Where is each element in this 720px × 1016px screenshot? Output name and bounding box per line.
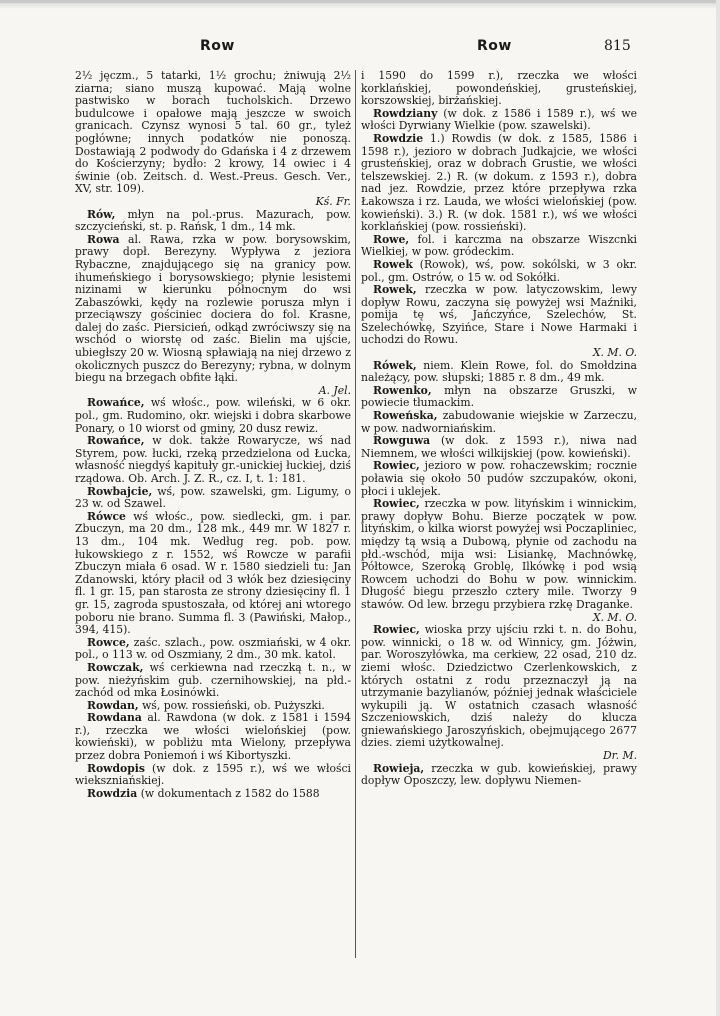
dictionary-entry (361, 435, 637, 460)
left-column (75, 70, 351, 800)
entry-headword: Rowdzia (87, 786, 138, 800)
entry-text: jezioro w pow. rohaczewskim; rocznie poławia się około 50 pudów szczupaków, okoni, płoci i uklejek. (361, 459, 637, 498)
entry-text: (w dok. z 1586 i 1589 r.), wś we włości Dyrwiany Wielkie (pow. szawelski). (361, 106, 638, 133)
entry-headword: Rowdopis (87, 761, 145, 775)
entry-headword: Rowek (373, 257, 413, 271)
dictionary-entry (75, 435, 351, 485)
entry-headword: Roweńska, (373, 409, 438, 423)
entry-headword: Rówce (87, 509, 126, 523)
scan-right-edge (716, 0, 720, 1016)
dictionary-entry (75, 662, 351, 700)
entry-text: młyn na pol.-prus. Mazurach, pow. szczycieński, st. p. Rańsk, 1 dm., 14 mk. (75, 207, 351, 234)
running-head-left: Row (200, 38, 235, 54)
entry-text: niem. Klein Rowe, fol. do Smołdzina należący, pow. słupski; 1885 r. 8 dm., 49 mk. (361, 358, 637, 385)
scan-shadow (0, 3, 720, 9)
dictionary-entry (75, 70, 351, 209)
entry-headword: Rowdan, (87, 698, 139, 712)
entry-headword: Rowczak, (87, 660, 144, 674)
entry-text: al. Rawdona (w dok. z 1581 i 1594 r.), rzeczka we włości wielońskiej (pow. kowieński), w pobliżu mta Wielony, przepływa przez dobra Poniemoń i wś Kibortyszki. (75, 711, 351, 763)
entry-headword: Rowa (87, 232, 120, 246)
dictionary-entry (361, 108, 637, 133)
entry-headword: Rowiec, (373, 497, 420, 511)
entry-headword: Rowe, (373, 232, 410, 246)
entry-author-signature: Kś. Fr. (315, 194, 351, 208)
dictionary-entry (361, 385, 637, 410)
entry-text: zaśc. szlach., pow. oszmiański, w 4 okr. pol., o 113 w. od Oszmiany, 2 dm., 30 mk. katol. (75, 635, 351, 662)
entry-headword: Rowguwa (373, 434, 431, 448)
entry-headword: Rów, (87, 207, 116, 221)
dictionary-entry (75, 511, 351, 637)
dictionary-entry (361, 410, 637, 435)
entry-headword: Rowieja, (373, 761, 425, 775)
entry-headword: Rowiec, (373, 459, 420, 473)
entry-author-signature: A. Jel. (318, 383, 351, 397)
entry-text: (w dok. z 1593 r.), niwa nad Niemnem, we włości wilkijskiej (pow. kowieński). (361, 434, 637, 460)
entry-text: rzeczka w pow. lityńskim i winnickim, prawy dopływ Bohu. Bierze początek w pow. lityńskim, o kilka wiorst powyżej wsi Poczapliniec, między tą wsią a Dubową, płynie od zachodu na płd.-wschód, mija wsi: Lisiankę, Machnówkę, Półtowce, Szeroką Groblę, Ilkówkę i pod wsią Rowcem uchodzi do Bohu w pow. winnickim. Długość biegu przeszło cztery mile. Tworzy 9 stawów. Od lew. brzegu przybiera rzkę Draganke. (361, 497, 637, 611)
entry-text: wś, pow. szawelski, gm. Ligumy, o 23 w. od Szawel. (75, 484, 351, 511)
dictionary-entry (361, 284, 637, 360)
entry-text: zabudowanie wiejskie w Zarzeczu, w pow. nadworniańskim. (361, 409, 638, 435)
entry-headword: Rowenko, (373, 383, 432, 397)
column-divider (355, 70, 356, 958)
entry-headword: Rowdzie (373, 131, 424, 145)
right-column (361, 70, 637, 788)
dictionary-entry (361, 133, 637, 234)
entry-headword: Rowańce, (87, 434, 145, 448)
entry-text: rzeczka w gub. kowieńskiej, prawy dopływ Oposzczy, lew. dopływu Niemen- (361, 761, 637, 788)
entry-text: (Rowok), wś, pow. sokólski, w 3 okr. pol., gm. Ostrów, o 15 w. od Sokółki. (361, 257, 637, 284)
entry-author-signature: X. M. O. (592, 346, 637, 360)
entry-text: i 1590 do 1599 r.), rzeczka we włości korklańskiej, powondeńskiej, grusteńskiej, korszowskiej, birżańskiej. (361, 69, 637, 108)
dictionary-entry (75, 763, 351, 788)
entry-text: wioska przy ujściu rzki t. n. do Bohu, pow. winnicki, o 18 w. od Winnicy, gm. Jóżwin, par. Woroszyłówka, ma cerkiew, 22 osad, 210 dz. ziemi włośc. Dziedzictwo Czerlenkowskich, z których ostatni z rodu przeznaczył ją na utrzymanie bazylianów, później jednak właściciele wykupili ją. W ostatnich czasach własność Szczeniowskich, dziś należy do klucza gniewańskiego Jaroszyńskich, obejmującego 2677 dzies. ziemi użytkowalnej. (361, 623, 637, 750)
entry-headword: Rówek, (373, 358, 417, 372)
dictionary-entry (75, 637, 351, 662)
entry-text: w dok. także Rowarycze, wś nad Styrem, pow. łucki, rzeką przedzielona od Łucka, własność niegdyś kapituły gr.-unickiej łuckiej, dziś rządowa. Ob. Arch. J. Z. R., cz. I, t. 1: 181. (75, 434, 351, 485)
entry-text: rzeczka w pow. latyczowskim, lewy dopływ Rowu, zaczyna się powyżej wsi Maźniki, pomija tę wś, Jańczyńce, Szelechów, St. Szelechówkę, Szyińce, Stare i Nowe Harmaki i uchodzi do Rowu. (361, 283, 637, 347)
page-header (0, 38, 720, 60)
dictionary-entry (361, 259, 637, 284)
dictionary-entry (75, 234, 351, 398)
dictionary-entry (361, 763, 637, 788)
dictionary-entry (361, 624, 637, 763)
dictionary-entry (361, 234, 637, 259)
entry-headword: Rowdana (87, 711, 142, 725)
entry-headword: Rowbajcie, (87, 484, 153, 498)
entry-text: wś, pow. rossieński, ob. Pużyszki. (142, 698, 325, 712)
dictionary-entry (75, 397, 351, 435)
entry-text: młyn na obszarze Gruszki, w powiecie tłumackim. (361, 383, 637, 410)
entry-headword: Rowdziany (373, 106, 438, 120)
dictionary-entry (75, 209, 351, 234)
entry-text: (w dok. z 1595 r.), wś we włości wiekszniańskiej. (75, 761, 352, 788)
dictionary-entry (75, 788, 351, 801)
entry-text: 2½ jęczm., 5 tatarki, 1½ grochu; żniwują 2½ ziarna; siano muszą kupować. Mają wolne pastwisko w borach tucholskich. Drzewo budulcowe i opałowe mają jeszcze w swoich granicach. Czynsz wynosi 5 tal. 60 gr., tyleż pogłówne; innych podatków nie ponoszą. Dostawiają 2 podwody do Gdańska i 4 z drzewem do Kościerzyny; bydło: 2 krowy, 14 owiec i 4 świnie (ob. Zeitsch. d. West.-Preus. Gesch. Ver., XV, str. 109). (75, 69, 351, 196)
entry-text: fol. i karczma na obszarze Wiszcnki Wielkiej, w pow. gródeckim. (361, 232, 637, 259)
dictionary-entry (75, 712, 351, 762)
dictionary-entry (361, 498, 637, 624)
entry-text: wś cerkiewna nad rzeczką t. n., w pow. nieżyńskim gub. czernihowskiej, na płd.-zachód od mka Łosinówki. (75, 660, 351, 700)
dictionary-entry (361, 460, 637, 498)
dictionary-entry (75, 486, 351, 511)
entry-text: (w dokumentach z 1582 do 1588 (140, 786, 320, 800)
entry-headword: Rowce, (87, 635, 130, 649)
entry-headword: Rowiec, (373, 623, 420, 637)
entry-text: al. Rawa, rzka w pow. borysowskim, prawy dopł. Berezyny. Wypływa z jeziora Rybaczne, znajdującego się na granicy pow. ihumeńskiego i borysowskiego; płynie lesistemi nizinami w kierunku północnym do wsi Zabaszówki, kędy na rozlewie porusza młyn i przeciąwszy gościniec dociera do fol. Krasne, dalej do zaśc. Piersicień, odkąd zwróciwszy się na wschód o wiorstę od zaśc. Bielin ma ujście, ubiegłszy 20 w. Wiosną spławiają na niej drzewo z okolicznych puszcz do Berezyny; rybna, w dolnym biegu na brzegach obfite łąki. (75, 232, 351, 385)
entry-text: wś włośc., pow. siedlecki, gm. i par. Zbuczyn, ma 20 dm., 128 mk., 449 mr. W 1827 r. 13 dm., 104 mk. Według reg. pob. pow. łukowskiego z r. 1552, wś Rowcze w parafii Zbuczyn miała 6 osad. W r. 1580 siedzieli tu: Jan Zdanowski, który płacił od 3 włók bez dziesięciny fl. 1 gr. 15, pan starosta ze strony dziesięciny fl. 1 gr. 15, zagroda spustoszała, od której ani wtorego poboru nie brano. Summa fl. 3 (Pawiński, Małop., 394, 415). (75, 509, 351, 637)
entry-text: wś włośc., pow. wileński, w 6 okr. pol., gm. Rudomino, okr. wiejski i dobra skarbowe Ponary, o 10 wiorst od gminy, 20 dusz rewiz. (75, 396, 351, 435)
dictionary-entry (361, 360, 637, 385)
dictionary-entry (361, 70, 637, 108)
entry-author-signature: Dr. M. (603, 749, 637, 763)
entry-headword: Rowek, (373, 283, 417, 297)
entry-author-signature: X. M. O. (592, 610, 637, 624)
page-number: 815 (604, 38, 631, 54)
entry-text: 1.) Rowdis (w dok. z 1585, 1586 i 1598 r.), jezioro w dobrach Judkajcie, we włości grusteńskiej, oraz w dobrach Grustie, we włości telszewskiej. 2.) R. (w dokum. z 1593 r.), dobra nad jez. Rowdzie, przez które przepływa rzka Łakowsza i rz. Lauda, we włości wielońskiej (pow. kowieński). 3.) R. (w dok. 1581 r.), wś we włości korklańskiej (pow. rossieński). (361, 131, 637, 234)
running-head-right: Row (477, 38, 512, 54)
entry-headword: Rowańce, (87, 396, 145, 410)
